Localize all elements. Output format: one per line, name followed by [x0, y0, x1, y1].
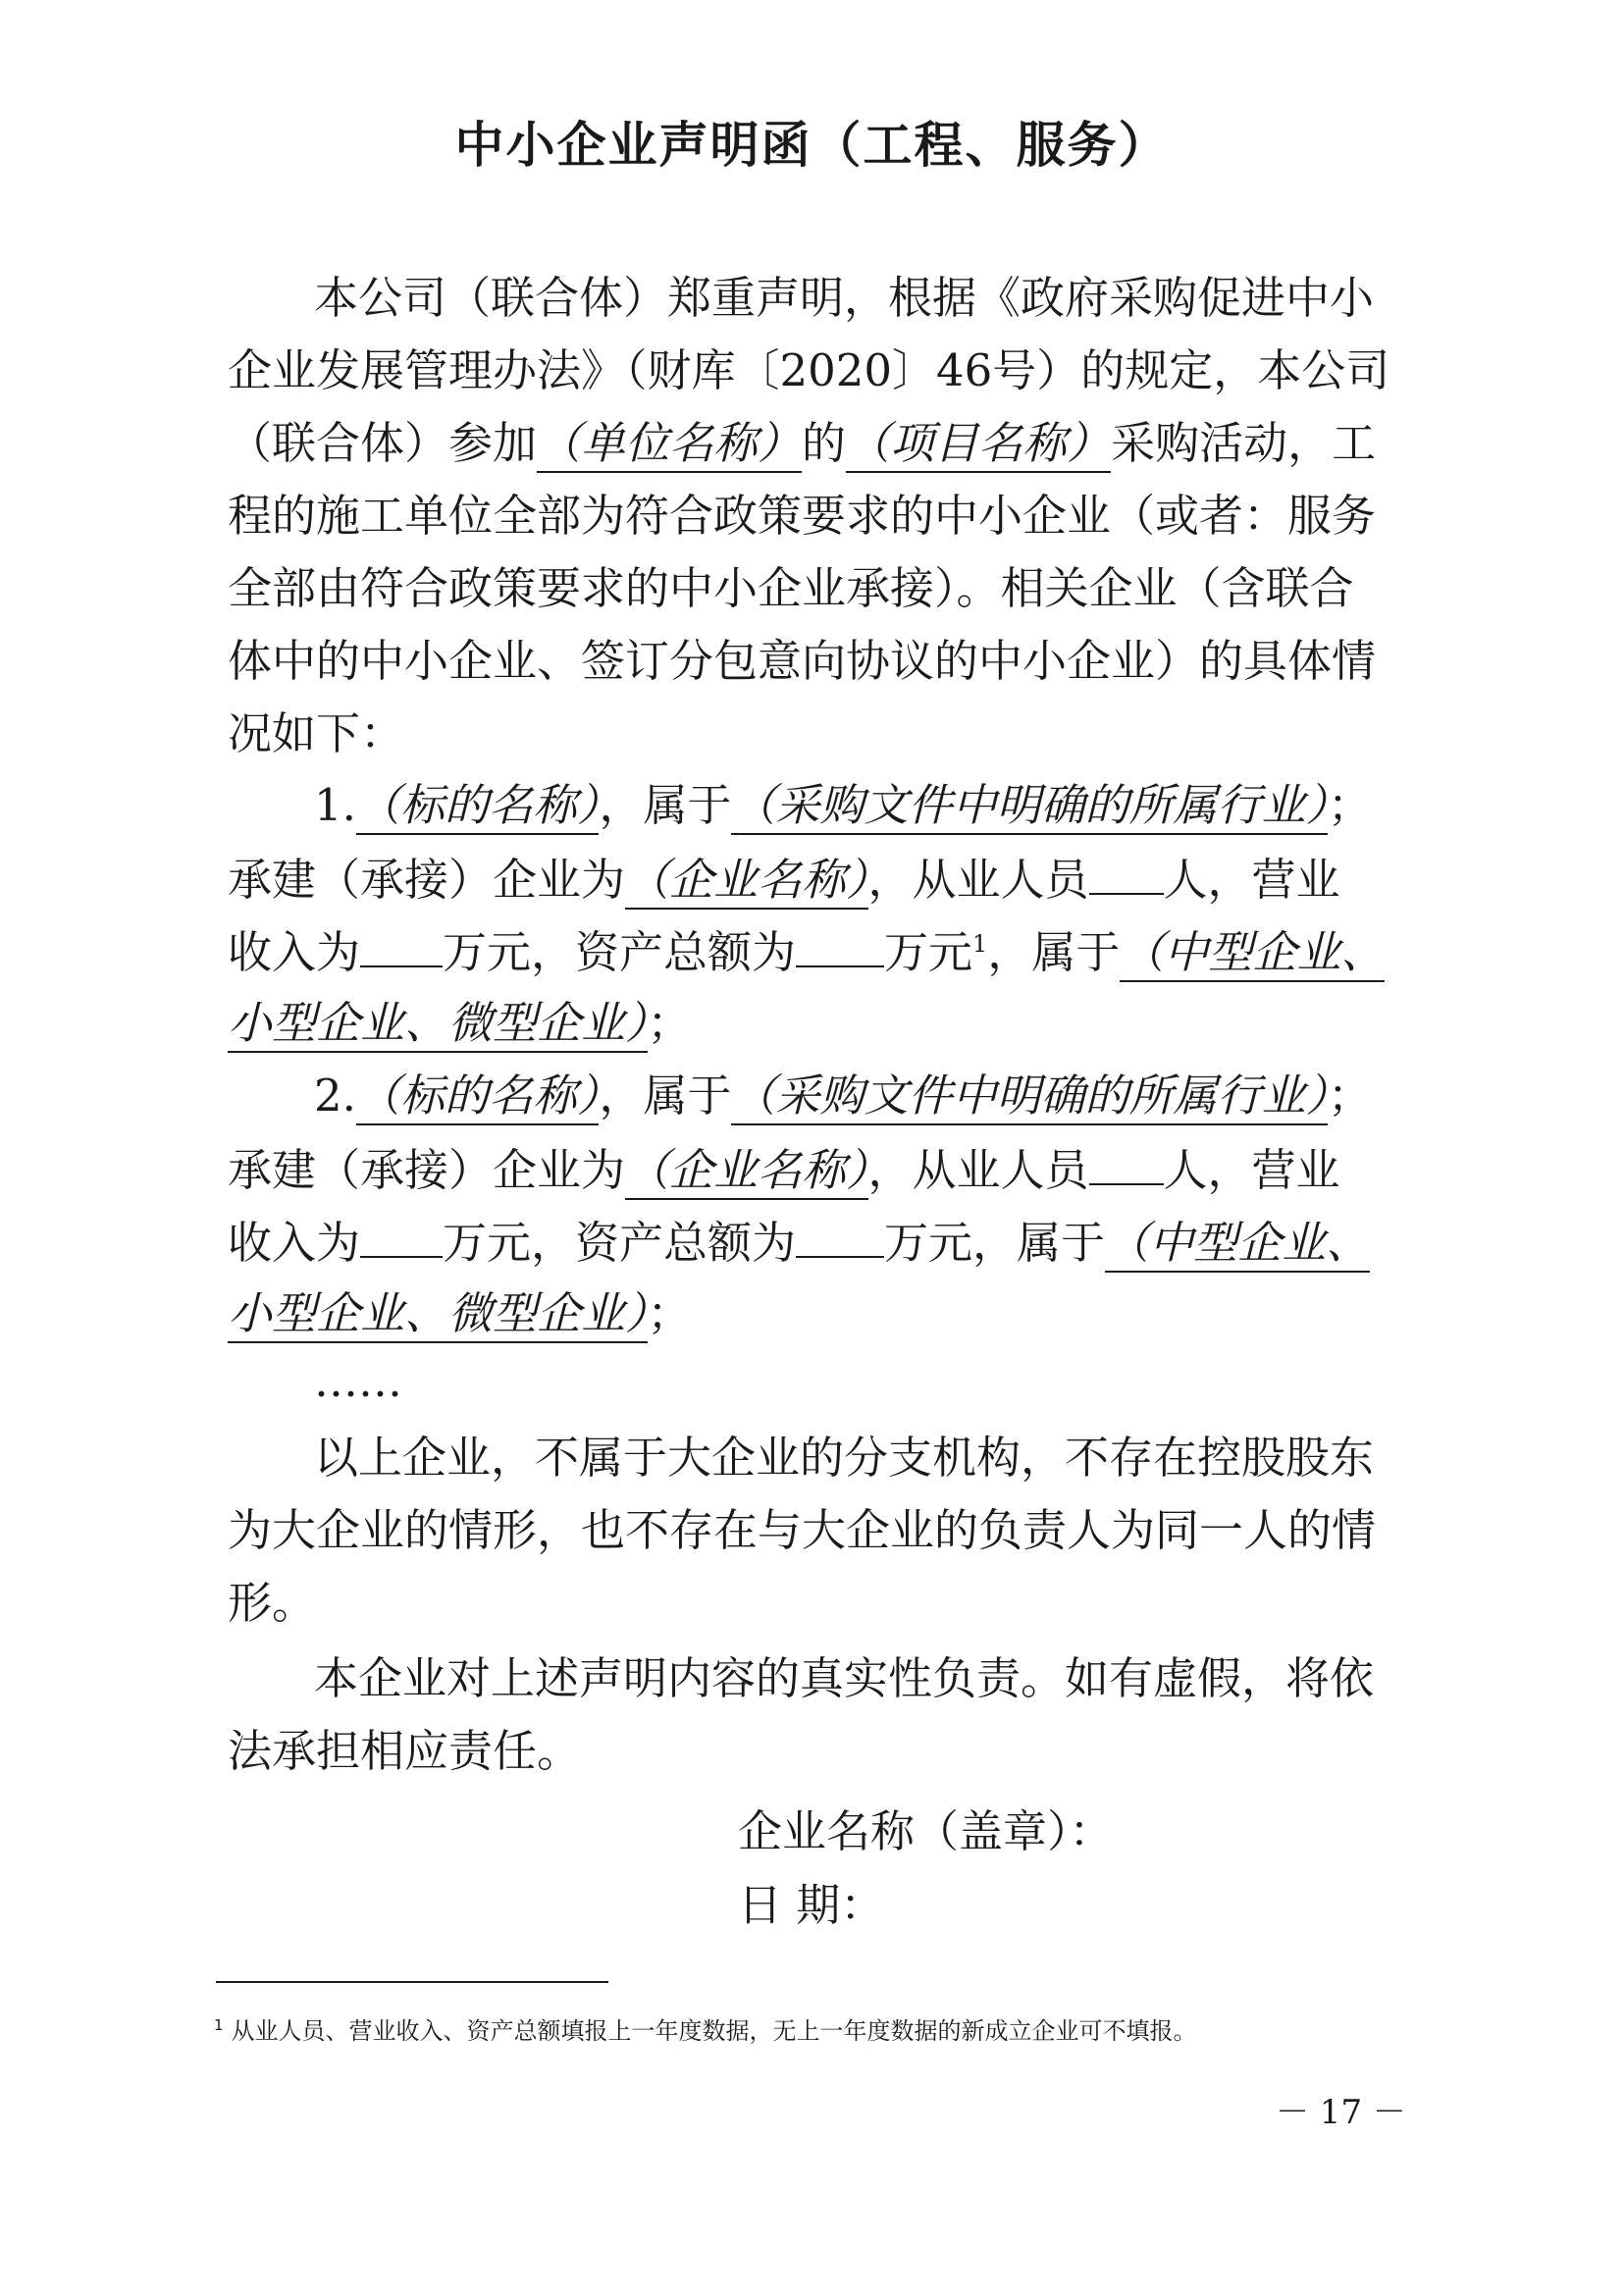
item-2-subject-field: （标的名称） — [356, 1069, 600, 1125]
item-1-assets-blank — [796, 928, 884, 967]
para1-line2: 企业发展管理办法》（财库〔2020〕46号）的规定，本公司 — [228, 344, 1390, 396]
item-1-revenue-unit: 万元，资产总额为 — [443, 926, 797, 978]
item-2-line3 — [228, 1217, 1371, 1269]
footnote-text: 从业人员、营业收入、资产总额填报上一年度数据，无上一年度数据的新成立企业可不填报。 — [231, 2017, 1197, 2045]
para2-line3: 形。 — [228, 1577, 317, 1629]
item-2-assets-unit: 万元 — [884, 1217, 973, 1269]
para1-line7: 况如下： — [228, 707, 405, 759]
item-2-semi: ； — [1327, 1069, 1372, 1121]
item-2-end: ； — [647, 1287, 692, 1339]
item-1-belongs2: ，属于 — [987, 926, 1121, 978]
para1-line5: 全部由符合政策要求的中小企业承接）。相关企业（含联合 — [228, 562, 1354, 614]
document-title: 中小企业声明函（工程、服务） — [454, 117, 1170, 174]
item-1-revenue-label: 收入为 — [228, 926, 361, 978]
item-1-subject-field: （标的名称） — [356, 779, 600, 835]
footnote-divider — [216, 1981, 608, 1983]
item-2-assets-blank — [796, 1219, 884, 1258]
item-2-revenue-unit: 万元，资产总额为 — [443, 1217, 797, 1269]
ellipsis: …… — [314, 1355, 402, 1407]
item-1-number: 1. — [314, 779, 356, 831]
item-2-line4 — [228, 1287, 1362, 1339]
para1-line6: 体中的中小企业、签订分包意向协议的中小企业）的具体情 — [228, 635, 1377, 687]
item-1-line4 — [228, 997, 1362, 1049]
item-2-line2 — [228, 1144, 1362, 1196]
item-1-assets-unit: 万元 — [884, 926, 973, 978]
project-name-field: （项目名称） — [846, 417, 1111, 473]
item-2-revenue-label: 收入为 — [228, 1217, 361, 1269]
page-number: － 17 － — [1276, 2093, 1406, 2132]
item-1-semi: ； — [1327, 779, 1372, 831]
para2-line1: 以上企业，不属于大企业的分支机构，不存在控股股东 — [314, 1432, 1375, 1484]
item-1-staff-unit: 人，营业 — [1163, 854, 1340, 906]
company-seal-label: 企业名称（盖章）： — [738, 1805, 1114, 1857]
item-2-revenue-blank — [360, 1219, 443, 1258]
item-1-staff-blank — [1089, 856, 1164, 895]
item-2-industry-field: （采购文件中明确的所属行业） — [731, 1069, 1328, 1125]
item-2-line1 — [314, 1069, 1372, 1121]
footnote-reference: 1 — [972, 930, 988, 958]
item-1-contractor-label: 承建（承接）企业为 — [228, 854, 626, 906]
para1-line3 — [228, 417, 1377, 469]
para1-line1: 本公司（联合体）郑重声明，根据《政府采购促进中小 — [314, 272, 1375, 324]
date-label: 日 期： — [738, 1879, 885, 1931]
item-2-number: 2. — [314, 1069, 356, 1121]
item-1-size-field-a: （中型企业、 — [1120, 926, 1385, 982]
item-2-staff-blank — [1089, 1146, 1164, 1185]
footnote — [214, 2011, 1197, 2046]
item-1-line1 — [314, 779, 1372, 831]
item-1-revenue-blank — [360, 928, 443, 967]
item-2-size-field-a: （中型企业、 — [1105, 1217, 1370, 1273]
item-1-line3 — [228, 926, 1386, 978]
item-1-belongs: ，属于 — [599, 779, 732, 831]
item-1-company-field: （企业名称） — [625, 854, 868, 910]
para1-line4: 程的施工单位全部为符合政策要求的中小企业（或者：服务 — [228, 490, 1377, 542]
item-1-size-field-b: 小型企业、微型企业） — [228, 997, 648, 1053]
item-2-contractor-label: 承建（承接）企业为 — [228, 1144, 626, 1196]
para1-line3-de: 的 — [802, 417, 847, 469]
para1-line3-prefix: （联合体）参加 — [228, 417, 538, 469]
para3-line1: 本企业对上述声明内容的真实性负责。如有虚假，将依 — [314, 1652, 1375, 1704]
footnote-mark: 1 — [214, 2016, 224, 2034]
item-1-end: ； — [647, 997, 692, 1049]
para3-line2: 法承担相应责任。 — [228, 1725, 582, 1777]
item-2-size-field-b: 小型企业、微型企业） — [228, 1287, 648, 1343]
item-2-belongs: ，属于 — [599, 1069, 732, 1121]
item-1-line2 — [228, 854, 1362, 906]
para2-line2: 为大企业的情形，也不存在与大企业的负责人为同一人的情 — [228, 1504, 1377, 1556]
item-1-industry-field: （采购文件中明确的所属行业） — [731, 779, 1328, 835]
item-2-staff-unit: 人，营业 — [1163, 1144, 1340, 1196]
item-2-belongs2: ，属于 — [972, 1217, 1106, 1269]
unit-name-field: （单位名称） — [537, 417, 802, 473]
item-2-company-field: （企业名称） — [625, 1144, 868, 1200]
para1-line3-suffix: 采购活动，工 — [1111, 417, 1377, 469]
item-1-staff-label: ，从业人员 — [867, 854, 1089, 906]
item-2-staff-label: ，从业人员 — [867, 1144, 1089, 1196]
